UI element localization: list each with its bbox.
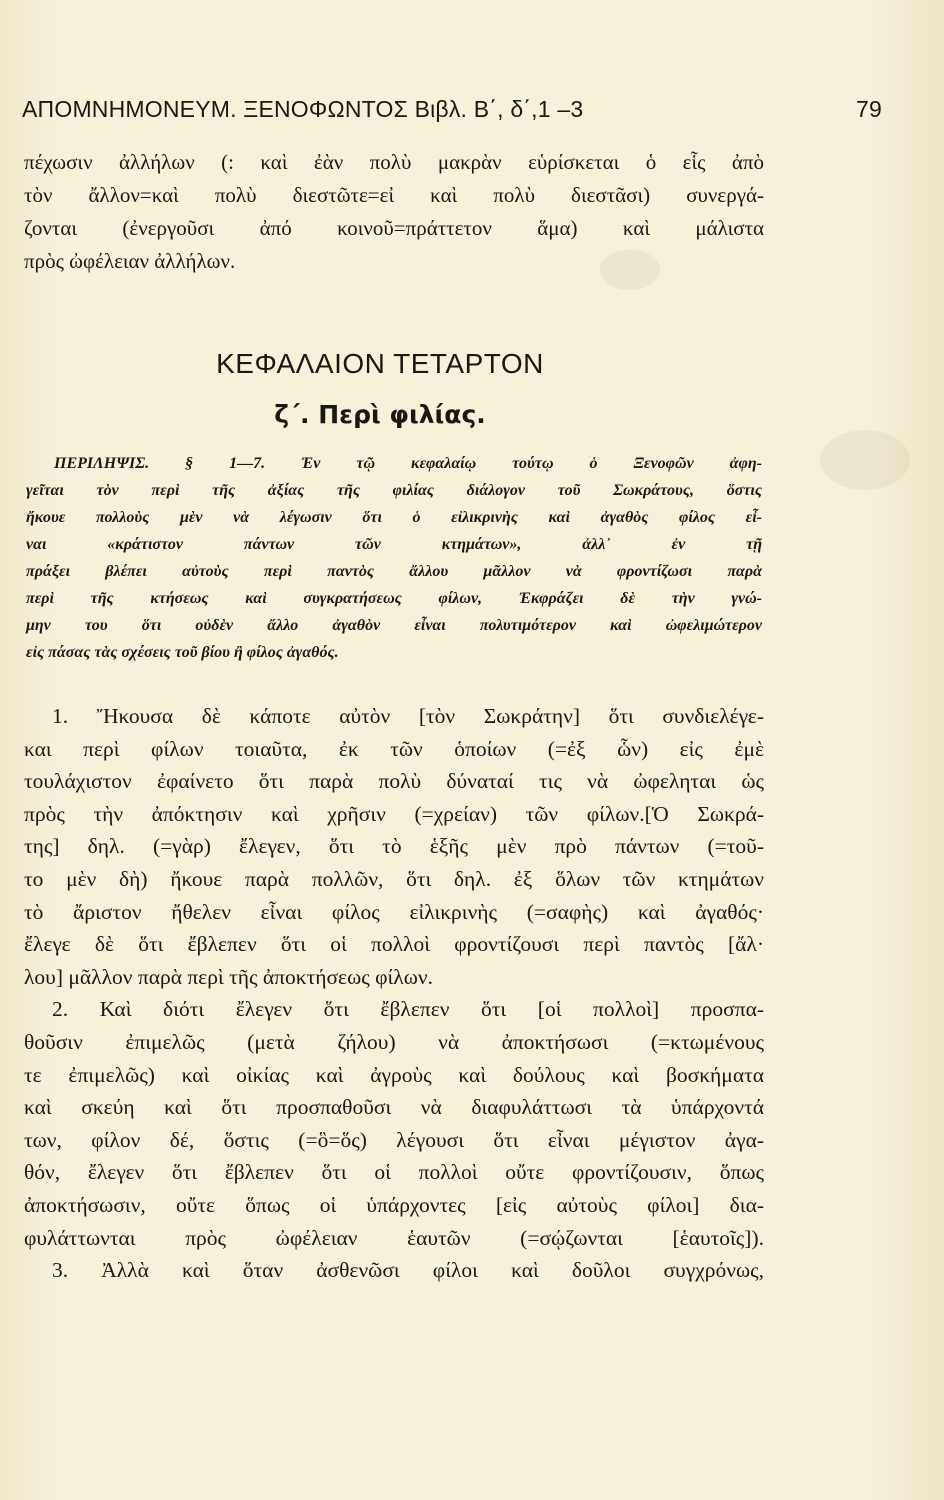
text-line: τουλάχιστον ἐφαίνετο ὅτι παρὰ πολὺ δύναταί τις νὰ ὠφεληται ὡς [24,769,764,794]
text-line: τὸ ἄριστον ἤθελεν εἶναι φίλος εἰλικρινὴς (=σαφὴς) καὶ ἀγαθός· [24,899,764,924]
summary-line: ΠΕΡΙΛΗΨΙΣ. § 1—7. Ἐν τῷ κεφαλαίῳ τούτῳ ὁ Ξενοφῶν ἀφη- [54,455,762,472]
summary-line: πράξει βλέπει αὐτοὺς περὶ παντὸς ἄλλου μᾶλλον νὰ φροντίζωσι παρὰ [26,563,762,580]
text-line: τε ἐπιμελῶς) καὶ οἰκίας καὶ ἀγροὺς καὶ δούλους καὶ βοσκήματα [24,1062,764,1087]
text-line: ζονται (ἐνεργοῦσι ἀπό κοινοῦ=πράττετον ἅμα) καὶ μάλιστα [24,216,764,240]
text-line: φυλάττωνται πρὸς ὠφέλειαν ἑαυτῶν (=σῴζωνται [ἑαυτοῖς]). [24,1225,764,1250]
section-title: ζ΄. Περὶ φιλίας. [274,400,486,429]
text-line: πέχωσιν ἀλλήλων (: καὶ ἐὰν πολὺ μακρὰν εὑρίσκεται ὁ εἷς ἀπὸ [24,150,764,174]
chapter-title: ΚΕΦΑΛΑΙΟΝ ΤΕΤΑΡΤΟΝ [216,348,544,379]
text-line: τὸν ἄλλον=καὶ πολὺ διεστῶτε=εἰ καὶ πολὺ διεστᾶσι) συνεργά- [24,183,764,207]
text-line: και περὶ φίλων τοιαῦτα, ἐκ τῶν ὁποίων (=ἐξ ὧν) εἰς ἐμὲ [24,736,764,761]
text-line: των, φίλον δέ, ὅστις (=ὃ=ὅς) λέγουσι ὅτι εἶναι μέγιστον ἀγα- [24,1127,764,1152]
text-line: το μὲν δὴ) ἤκουε παρὰ πολλῶν, ὅτι δηλ. ἐξ ὅλων τῶν κτημάτων [24,866,764,891]
text-line: 2. Καὶ διότι ἔλεγεν ὅτι ἔβλεπεν ὅτι [οἱ πολλοὶ] προσπα- [52,997,764,1022]
summary-line: εἰς πάσας τὰς σχέσεις τοῦ βίου ἢ φίλος ἀγαθός. [26,644,339,661]
text-line: ἀποκτήσωσιν, οὔτε ὅπως οἱ ὑπάρχοντες [εἰς αὐτοὺς φίλοι] δια- [24,1192,764,1217]
summary-line: περὶ τῆς κτήσεως καὶ συγκρατήσεως φίλων, Ἐκφράζει δὲ τὴν γνώ- [26,590,762,607]
running-header [22,96,882,123]
summary-line: ἤκουε πολλοὺς μὲν νὰ λέγωσιν ὅτι ὁ εἰλικρινὴς καὶ ἀγαθὸς φίλος εἶ- [26,509,762,526]
text-line: 3. Ἀλλὰ καὶ ὅταν ἀσθενῶσι φίλοι καὶ δοῦλοι συγχρόνως, [52,1258,764,1283]
text-line: 1. Ἤκουσα δὲ κάποτε αὐτὸν [τὸν Σωκράτην] ὅτι συνδιελέγε- [52,704,764,728]
chapter-summary [26,450,762,666]
paper-stain [820,430,910,490]
text-line: πρὸς τὴν ἀπόκτησιν καὶ χρῆσιν (=χρείαν) τῶν φίλων.[Ὁ Σωκρά- [24,801,764,826]
intro-paragraph [24,146,764,278]
summary-line: ναι «κράτιστον πάντων τῶν κτημάτων», ἀλλ᾽ ἐν τῇ [26,536,762,553]
running-title: ΑΠΟΜΝΗΜΟΝΕΥΜ. ΞΕΝΟΦΩΝΤΟΣ Βιβλ. Β΄, δ΄,1 –3 [22,96,584,122]
text-line: θοῦσιν ἐπιμελῶς (μετὰ ζήλου) νὰ ἀποκτήσωσι (=κτωμένους [24,1029,764,1054]
summary-line: μην του ὅτι οὐδὲν ἄλλο ἀγαθὸν εἶναι πολυτιμότερον καὶ ὠφελιμώτερον [26,617,762,634]
text-line: καὶ σκεύη καὶ ὅτι προσπαθοῦσι νὰ διαφυλάττωσι τὰ ὑπάρχοντά [24,1095,764,1120]
main-text [24,700,764,1287]
text-line: της] δηλ. (=γὰρ) ἔλεγεν, ὅτι τὸ ἑξῆς μὲν πρὸ πάντων (=τοῦ- [24,834,764,859]
text-line: πρὸς ὠφέλειαν ἀλλήλων. [24,249,236,273]
text-line: λου] μᾶλλον παρὰ περὶ τῆς ἀποκτήσεως φίλων. [24,964,433,989]
text-line: ἔλεγε δὲ ὅτι ἔβλεπεν ὅτι οἱ πολλοὶ φροντίζουσι περὶ παντὸς [ἄλ· [24,932,764,957]
summary-line: γεῖται τὸν περὶ τῆς ἀξίας τῆς φιλίας διάλογον τοῦ Σωκράτους, ὅστις [26,482,762,499]
page-number: 79 [856,96,882,122]
text-line: θόν, ἔλεγεν ὅτι ἔβλεπεν ὅτι οἱ πολλοὶ οὔτε φροντίζουσιν, ὅπως [24,1160,764,1185]
